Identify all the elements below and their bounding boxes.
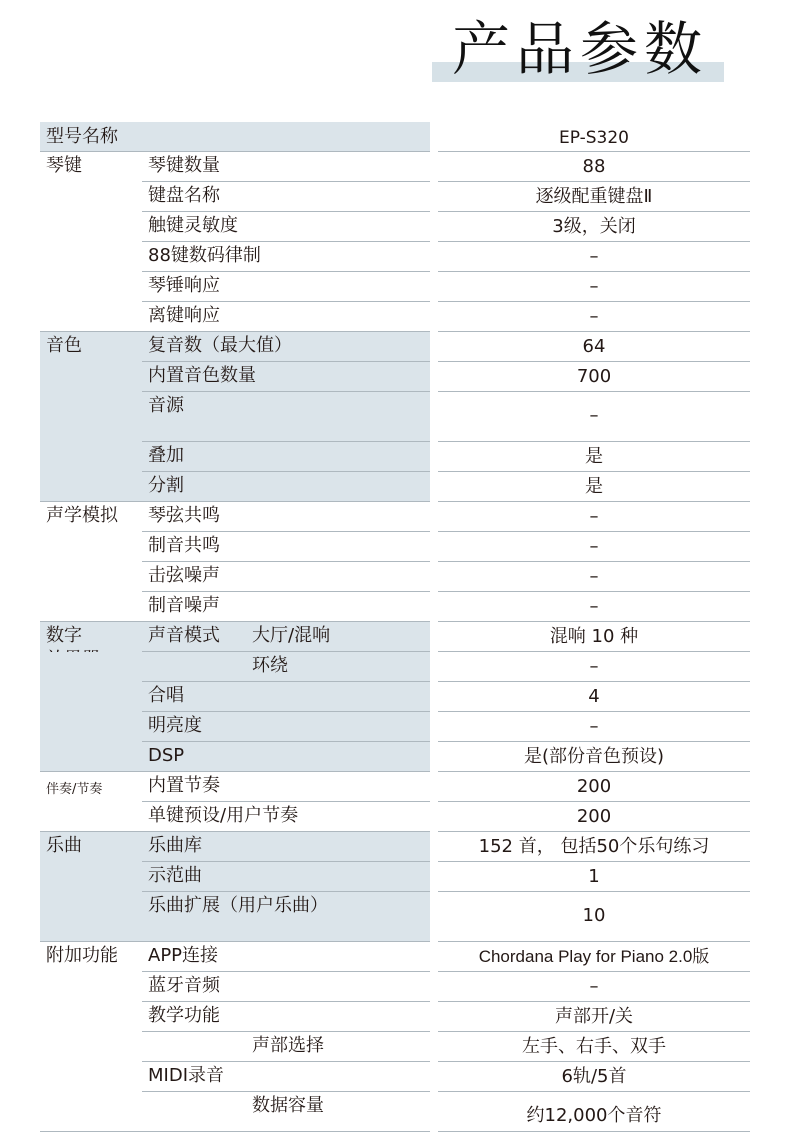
category-label: 附加功能 [46, 945, 118, 966]
spec-value: 88 [582, 156, 606, 177]
spec-value: 4 [588, 686, 600, 707]
table-row [40, 532, 750, 562]
spec-value: – [589, 976, 599, 997]
spec-label: 琴锤响应 [148, 275, 220, 296]
spec-value: 是 [585, 446, 603, 467]
table-row [40, 442, 750, 472]
table-row [40, 892, 750, 942]
spec-label: 琴键数量 [148, 155, 220, 176]
spec-label: 明亮度 [148, 715, 202, 736]
spec-value: – [589, 306, 599, 327]
spec-value: 64 [582, 336, 606, 357]
spec-label: 乐曲库 [148, 835, 202, 856]
spec-label: 单键预设/用户节奏 [148, 805, 299, 826]
spec-sublabel: 数据容量 [252, 1095, 324, 1116]
spec-value: – [589, 656, 599, 677]
table-row [40, 862, 750, 892]
table-row [40, 712, 750, 742]
category-label: 伴奏/节奏 [46, 782, 103, 797]
spec-label: 触键灵敏度 [148, 215, 238, 236]
table-row [40, 1062, 750, 1092]
category-label: 琴键 [46, 155, 82, 176]
spec-value: 声部开/关 [554, 1006, 634, 1027]
table-row [40, 1002, 750, 1032]
spec-value: 700 [576, 366, 612, 387]
spec-label: 叠加 [148, 445, 184, 466]
table-row [40, 1092, 750, 1132]
spec-value: 200 [576, 806, 612, 827]
spec-sublabel: 大厅/混响 [252, 625, 331, 646]
table-row [40, 152, 750, 182]
spec-label: 声音模式 [148, 625, 220, 646]
table-row [40, 652, 750, 682]
spec-value: Chordana Play for Piano 2.0版 [478, 947, 710, 966]
spec-value: 1 [588, 866, 600, 887]
spec-value: 152 首， 包括50个乐句练习 [478, 836, 710, 857]
spec-value: 约12,000个音符 [526, 1105, 662, 1126]
table-row [40, 972, 750, 1002]
spec-label: 复音数（最大值） [148, 335, 292, 356]
page-title: 产品参数 [452, 15, 709, 83]
spec-value: 是(部份音色预设) [523, 746, 665, 767]
spec-value: 逐级配重键盘Ⅱ [535, 186, 653, 207]
spec-value: 3级，关闭 [552, 216, 636, 237]
model-value: EP-S320 [559, 128, 629, 148]
table-row [40, 272, 750, 302]
table-row [40, 1032, 750, 1062]
table-row [40, 392, 750, 442]
spec-sublabel: 声部选择 [252, 1035, 324, 1056]
model-label: 型号名称 [46, 126, 118, 147]
spec-table [40, 122, 750, 1132]
spec-value: – [589, 506, 599, 527]
spec-label: MIDI录音 [148, 1065, 225, 1086]
table-row [40, 182, 750, 212]
spec-value: – [589, 536, 599, 557]
spec-label: 键盘名称 [148, 185, 220, 206]
table-row [40, 622, 750, 652]
table-row [40, 242, 750, 272]
table-row [40, 302, 750, 332]
spec-label: 教学功能 [148, 1005, 220, 1026]
table-row [40, 832, 750, 862]
spec-value: 左手、右手、双手 [522, 1036, 666, 1057]
table-row [40, 332, 750, 362]
table-row [40, 772, 750, 802]
spec-sublabel: 环绕 [252, 655, 288, 676]
spec-value: – [589, 566, 599, 587]
spec-label: 蓝牙音频 [148, 975, 220, 996]
spec-label: 制音噪声 [148, 595, 220, 616]
spec-value: – [589, 716, 599, 737]
spec-label: 分割 [148, 475, 184, 496]
spec-value: 200 [576, 776, 612, 797]
table-row [40, 592, 750, 622]
spec-label: 离键响应 [148, 305, 220, 326]
spec-label: 合唱 [148, 685, 184, 706]
table-row [40, 742, 750, 772]
table-row [40, 212, 750, 242]
spec-value: – [589, 246, 599, 267]
spec-label: 击弦噪声 [148, 565, 220, 586]
category-label: 声学模拟 [46, 505, 118, 526]
spec-value: 是 [585, 476, 603, 497]
spec-label: DSP [148, 745, 185, 766]
table-row [40, 362, 750, 392]
spec-label: 琴弦共鸣 [148, 505, 220, 526]
spec-label: 制音共鸣 [148, 535, 220, 556]
table-row [40, 682, 750, 712]
spec-value: 6轨/5首 [561, 1066, 627, 1087]
table-header-row [40, 122, 750, 152]
category-label: 乐曲 [46, 835, 82, 856]
spec-label: 内置节奏 [148, 775, 220, 796]
category-label: 音色 [46, 335, 82, 356]
spec-label: 音源 [148, 395, 184, 416]
spec-label: 乐曲扩展（用户乐曲） [148, 895, 328, 916]
spec-value: – [589, 596, 599, 617]
table-row [40, 562, 750, 592]
spec-label: APP连接 [148, 945, 219, 966]
table-row [40, 502, 750, 532]
spec-value: – [589, 276, 599, 297]
table-row [40, 802, 750, 832]
category-label: 数字 [46, 625, 82, 646]
spec-value: 混响 10 种 [549, 626, 639, 647]
spec-value: – [589, 405, 599, 426]
spec-label: 内置音色数量 [148, 365, 256, 386]
spec-value: 10 [582, 905, 606, 926]
spec-label: 88键数码律制 [148, 245, 261, 266]
spec-label: 示范曲 [148, 865, 202, 886]
table-row [40, 472, 750, 502]
table-row [40, 942, 750, 972]
